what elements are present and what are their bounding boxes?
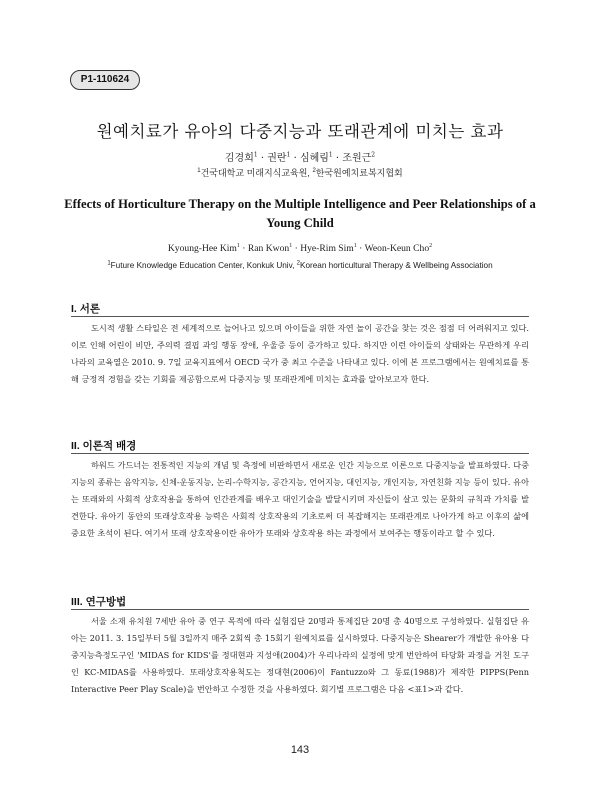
affiliation-sup: 2 xyxy=(296,260,300,267)
affiliation-text: 건국대학교 미래지식교육원, xyxy=(200,168,313,178)
author-separator: · xyxy=(290,153,300,164)
section-body-methods: 서울 소재 유치원 7세반 유아 중 연구 목적에 따라 실험집단 20명과 통제집단 20명 총 40명으로 구성하였다. 실험집단 유아는 2011. 3. 15일부터 5월 3일까지 매주 2회씩 총 15회기 원예치료를 실시하였다. 다중지능은 Shearer가 개발한 유아용 다중지능측정도구인 'MIDAS for KIDS'를 정대현과 지성애(2004)가 우리나라의 실정에 맞게 번안하여 타당화 과정을 거친 도구인 KC-MIDAS를 사용하였다. 또래상호작용척도는 정대현(2006)이 Fantuzzo와 그 동료(1988)가 제작한 PIPPS(Penn Interactive Peer Play Scale)을 번안하고 수정한 것을 사용하였다. 회기별 프로그램은 다음 <표1>과 같다. xyxy=(71,616,529,694)
affiliation-text: 한국원예치료복지협회 xyxy=(315,168,403,178)
author-sup: 1 xyxy=(236,242,240,249)
author-name: 심혜림 xyxy=(299,153,329,164)
section-divider xyxy=(71,609,529,610)
affiliation-sup: 1 xyxy=(197,168,201,174)
author-sup: 1 xyxy=(286,151,291,159)
affiliation-text: Korean horticultural Therapy & Wellbeing Association xyxy=(300,261,493,270)
paper-title-english: Effects of Horticulture Therapy on the Multiple Intelligence and Peer Relationships of a Young Child xyxy=(64,197,536,230)
author-separator: · xyxy=(239,243,248,254)
affiliation-text: Future Knowledge Education Center, Konkuk Univ, xyxy=(110,261,297,270)
section-heading-theory: II. 이론적 배경 xyxy=(71,440,137,452)
author-name: 권란 xyxy=(267,153,287,164)
section-body-introduction: 도시적 생활 스타일은 전 세계적으로 늘어나고 있으며 아이들을 위한 자연 놀이 공간을 찾는 것은 점점 더 어려워지고 있다. 이로 인해 어린이 비만, 주의력 결핍 과잉 행동 장애, 우울증 등이 증가하고 있다. 하지만 이런 아이들의 상태와는 무관하게 우리나라의 교육열은 2010. 9. 7일 교육지표에서 OECD 국가 중 최고 수준을 나타내고 있다. 이에 본 프로그램에서는 원예치료를 통해 긍정적 경험을 갖는 기회를 제공함으로써 다중지능 및 또래관계에 미치는 효과를 알아보고자 한다. xyxy=(71,323,529,384)
section-heading-methods: III. 연구방법 xyxy=(71,596,127,608)
page-number: 143 xyxy=(290,744,310,756)
author-list-korean xyxy=(0,149,600,164)
author-name: 조원근 xyxy=(342,153,372,164)
author-sup: 2 xyxy=(429,242,433,249)
paper-code-badge: P1-110624 xyxy=(70,70,140,90)
author-sup: 1 xyxy=(253,151,258,159)
author-list-english xyxy=(0,243,600,254)
affiliation-sup: 1 xyxy=(107,260,111,267)
author-name: Weon-Keun Cho xyxy=(364,243,430,254)
author-separator: · xyxy=(332,153,343,164)
author-separator: · xyxy=(292,243,301,254)
author-sup: 1 xyxy=(289,242,293,249)
author-name: Ran Kwon xyxy=(247,243,290,254)
section-divider xyxy=(71,453,529,454)
author-sup: 1 xyxy=(353,242,357,249)
author-sup: 1 xyxy=(328,151,333,159)
section-heading-introduction: I. 서론 xyxy=(71,303,101,315)
affiliation-english xyxy=(0,261,600,270)
author-separator: · xyxy=(356,243,365,254)
affiliation-korean xyxy=(0,166,600,179)
author-name: 김경희 xyxy=(224,153,254,164)
section-body-theory: 하워드 가드너는 전통적인 지능의 개념 및 측정에 비판하면서 새로운 인간 지능으로 이론으로 다중지능을 발표하였다. 다중지능의 종류는 음악지능, 신체-운동지능, 논리-수학지능, 공간지능, 언어지능, 대인지능, 개인지능, 자연친화 지능 등이 있다. 유아는 또래와의 사회적 상호작용을 통하여 인간관계를 배우고 대인기술을 발달시키며 자신들이 살고 있는 문화의 규칙과 가치를 발견한다. 유아기 동안의 또래상호작용 능력은 사회적 상호작용의 기초로써 더 복잡해지는 또래관계로 나아가게 하고 이후의 삶에 중요한 초석이 된다. 여기서 또래 상호작용이란 유아가 또래와 상호작용 하는 과정에서 보여주는 행동이라고 할 수 있다. xyxy=(71,460,529,538)
section-divider xyxy=(71,316,529,317)
author-separator: · xyxy=(257,153,268,164)
paper-title-korean: 원예치료가 유아의 다중지능과 또래관계에 미치는 효과 xyxy=(96,122,504,141)
affiliation-sup: 2 xyxy=(312,168,316,174)
author-name: Kyoung-Hee Kim xyxy=(167,243,237,254)
author-sup: 2 xyxy=(371,151,376,159)
author-name: Hye-Rim Sim xyxy=(300,243,354,254)
